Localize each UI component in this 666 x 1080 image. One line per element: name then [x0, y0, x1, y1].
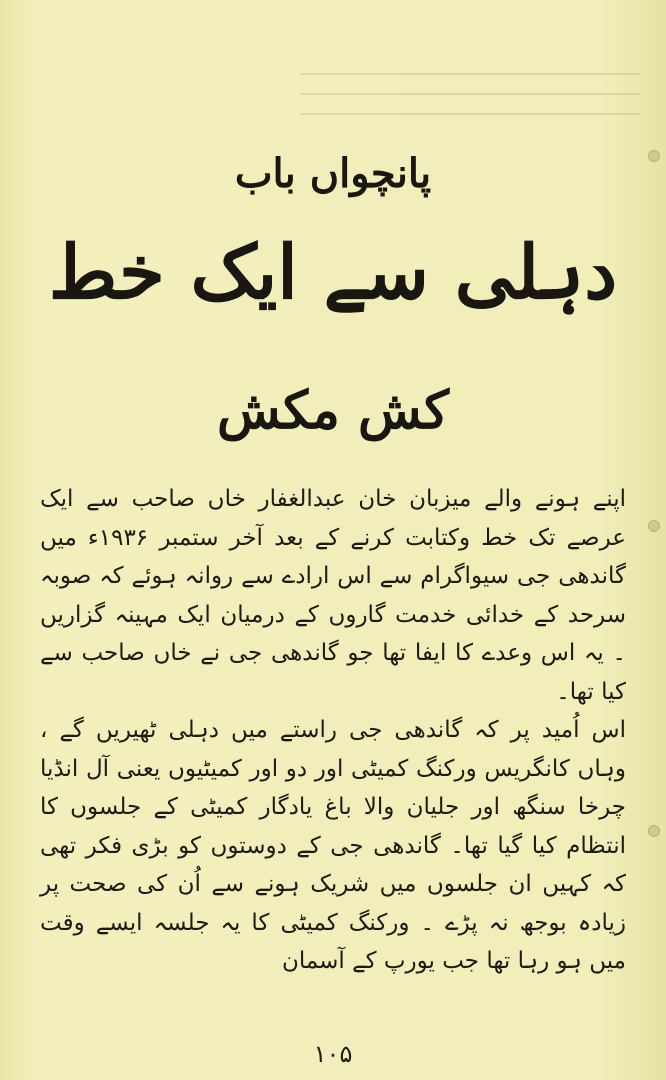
page-number: ۱۰۵: [313, 1040, 353, 1068]
chapter-label: پانچواں باب: [234, 150, 432, 197]
section-subtitle: کش مکش: [216, 380, 450, 441]
bleed-through-text: [300, 55, 640, 145]
chapter-title: دہلی سے ایک خط: [48, 230, 618, 316]
paragraph: اس اُمید پر کہ گاندھی جی راستے میں دہلی ٹھیریں گے ، وہاں کانگریس ورکنگ کمیٹی اور دو اور کمیٹیوں یعنی آل انڈیا چرخا سنگھ اور جلیان والا باغ یادگار کمیٹی کے جلسوں کا انتظام کیا گیا تھا۔ گاندھی جی کے دوستوں کو بڑی فکر تھی کہ کہیں ان جلسوں میں شریک ہونے سے اُن کی صحت پر زیادہ بوجھ نہ پڑے ۔ ورکنگ کمیٹی کا یہ جلسہ ایسے وقت میں ہو رہا تھا جب یورپ کے آسمان: [40, 717, 626, 974]
paragraph: اپنے ہونے والے میزبان خان عبدالغفار خاں صاحب سے ایک عرصے تک خط وکتابت کرنے کے بعد آخر ستمبر ۱۹۳۶ء میں گاندھی جی سیواگرام سے اس ارادے سے روانہ ہوئے کہ صوبہ سرحد کے خدائی خدمت گاروں کے درمیان ایک مہینہ گزاریں ۔ یہ اس وعدے کا ایفا تھا جو گاندھی جی نے خاں صاحب سے کیا تھا۔: [40, 486, 626, 705]
body-text: [40, 480, 626, 981]
